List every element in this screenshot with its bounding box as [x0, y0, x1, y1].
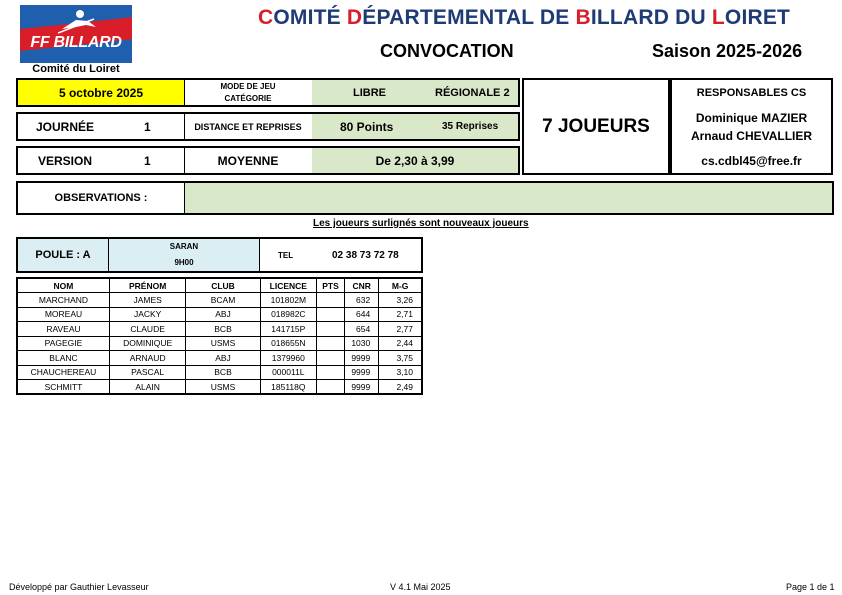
table-cell: RAVEAU [17, 322, 109, 337]
season-label: Saison 2025-2026 [652, 41, 803, 61]
table-cell: ABJ [186, 307, 260, 322]
title-part: ÉPARTEMENTAL DE [362, 6, 576, 29]
mode-label-cell [185, 80, 311, 105]
category-label: CATÉGORIE [224, 93, 272, 103]
table-cell: USMS [186, 380, 260, 395]
footer-version: V 4.1 Mai 2025 [390, 582, 451, 592]
tel-label: TEL [278, 250, 294, 260]
column-header: CLUB [186, 278, 260, 293]
journee-label: JOURNÉE [36, 119, 95, 134]
logo-subtitle: Comité du Loiret [32, 63, 120, 75]
table-cell: MOREAU [17, 307, 109, 322]
version-label: VERSION [38, 153, 93, 168]
title-part: L [711, 6, 725, 29]
version-value: 1 [144, 153, 151, 168]
journee-cell [18, 114, 184, 139]
poule-tel-cell [260, 239, 421, 271]
info-row-date [16, 78, 520, 107]
table-cell: 1030 [345, 336, 379, 351]
table-cell: 000011L [260, 365, 316, 380]
table-cell [316, 307, 344, 322]
table-cell: 2,49 [379, 380, 422, 395]
logo-text: FF BILLARD [30, 34, 122, 51]
table-cell: DOMINIQUE [109, 336, 185, 351]
players-table-header [17, 278, 422, 293]
table-cell: 185118Q [260, 380, 316, 395]
table-row [17, 293, 422, 308]
column-header: NOM [17, 278, 109, 293]
footer-page: Page 1 de 1 [786, 582, 835, 592]
table-cell: ALAIN [109, 380, 185, 395]
title-part: OIRET [724, 6, 791, 29]
table-cell [316, 322, 344, 337]
table-cell: BLANC [17, 351, 109, 366]
table-row [17, 351, 422, 366]
table-cell: CHAUCHEREAU [17, 365, 109, 380]
table-row [17, 307, 422, 322]
observations-label: OBSERVATIONS : [54, 192, 148, 204]
table-cell: BCB [186, 322, 260, 337]
title-part: C [258, 6, 274, 29]
mode-value: LIBRE [353, 86, 386, 99]
table-cell: 644 [345, 307, 379, 322]
table-cell: JACKY [109, 307, 185, 322]
table-cell: PAGEGIE [17, 336, 109, 351]
table-row [17, 322, 422, 337]
poule-label: POULE : A [18, 239, 108, 271]
table-cell: 3,26 [379, 293, 422, 308]
players-table [16, 277, 423, 395]
mode-label: MODE DE JEU [220, 81, 276, 91]
distance-label: DISTANCE ET REPRISES [194, 121, 302, 132]
info-row-journee [16, 112, 520, 141]
table-row [17, 336, 422, 351]
page-title [258, 6, 828, 30]
table-cell: 2,44 [379, 336, 422, 351]
table-cell: 9999 [345, 365, 379, 380]
responsable-1: Dominique MAZIER [695, 111, 808, 125]
column-header: LICENCE [260, 278, 316, 293]
table-row [17, 365, 422, 380]
ff-billard-logo [20, 5, 132, 75]
responsables-box [670, 78, 833, 175]
email-link[interactable]: cs.cdbl45@free.fr [701, 154, 802, 168]
poule-location-cell [109, 239, 259, 271]
new-players-note: Les joueurs surlignés sont nouveaux joueurs [313, 218, 529, 229]
observations-field[interactable] [185, 183, 832, 213]
poule-location: SARAN [169, 242, 199, 251]
distance-value-cell [312, 114, 518, 139]
column-header: M-G [379, 278, 422, 293]
table-cell: 654 [345, 322, 379, 337]
table-cell: ABJ [186, 351, 260, 366]
category-value: RÉGIONALE 2 [435, 86, 510, 99]
journee-value: 1 [144, 119, 151, 134]
column-header: PTS [316, 278, 344, 293]
billiard-player-icon [58, 9, 98, 35]
reprises-value: 35 Reprises [442, 121, 499, 132]
players-table-body [17, 293, 422, 395]
column-header: CNR [345, 278, 379, 293]
players-count: 7 JOUEURS [542, 115, 650, 137]
table-cell [316, 365, 344, 380]
table-cell: 9999 [345, 380, 379, 395]
table-cell: 141715P [260, 322, 316, 337]
table-cell: ARNAUD [109, 351, 185, 366]
table-cell: 9999 [345, 351, 379, 366]
table-cell: 1379960 [260, 351, 316, 366]
table-cell [316, 380, 344, 395]
poule-header [16, 237, 423, 273]
table-cell: USMS [186, 336, 260, 351]
distance-value: 80 Points [340, 119, 394, 134]
title-part: D [346, 6, 363, 29]
table-cell: 018655N [260, 336, 316, 351]
table-cell: BCAM [186, 293, 260, 308]
responsable-2: Arnaud CHEVALLIER [690, 129, 813, 143]
mode-value-cell [312, 80, 518, 105]
table-cell: JAMES [109, 293, 185, 308]
info-row-version [16, 146, 520, 175]
table-cell: 3,75 [379, 351, 422, 366]
date-cell: 5 octobre 2025 [18, 80, 184, 105]
table-cell: 3,10 [379, 365, 422, 380]
moyenne-label: MOYENNE [217, 153, 279, 168]
table-cell [316, 351, 344, 366]
table-cell: BCB [186, 365, 260, 380]
responsables-label: RESPONSABLES CS [696, 87, 807, 99]
table-cell: 2,77 [379, 322, 422, 337]
table-cell: 2,71 [379, 307, 422, 322]
players-count-box [522, 78, 670, 175]
convocation-title: CONVOCATION [380, 41, 514, 61]
title-part: B [575, 6, 591, 29]
column-header: PRÉNOM [109, 278, 185, 293]
table-cell: PASCAL [109, 365, 185, 380]
table-cell [316, 293, 344, 308]
table-cell: 632 [345, 293, 379, 308]
moyenne-value: De 2,30 à 3,99 [312, 148, 518, 173]
poule-time: 9H00 [174, 258, 194, 267]
logo-background [20, 5, 132, 63]
title-part: OMITÉ [273, 6, 347, 29]
table-row [17, 380, 422, 395]
footer-credit: Développé par Gauthier Levasseur [9, 582, 149, 592]
table-cell: SCHMITT [17, 380, 109, 395]
version-cell [18, 148, 184, 173]
table-cell: MARCHAND [17, 293, 109, 308]
table-cell [316, 336, 344, 351]
title-part: ILLARD DU [590, 6, 712, 29]
table-cell: 018982C [260, 307, 316, 322]
observations-row [16, 181, 834, 215]
table-cell: 101802M [260, 293, 316, 308]
tel-value: 02 38 73 72 78 [332, 249, 399, 261]
table-cell: CLAUDE [109, 322, 185, 337]
